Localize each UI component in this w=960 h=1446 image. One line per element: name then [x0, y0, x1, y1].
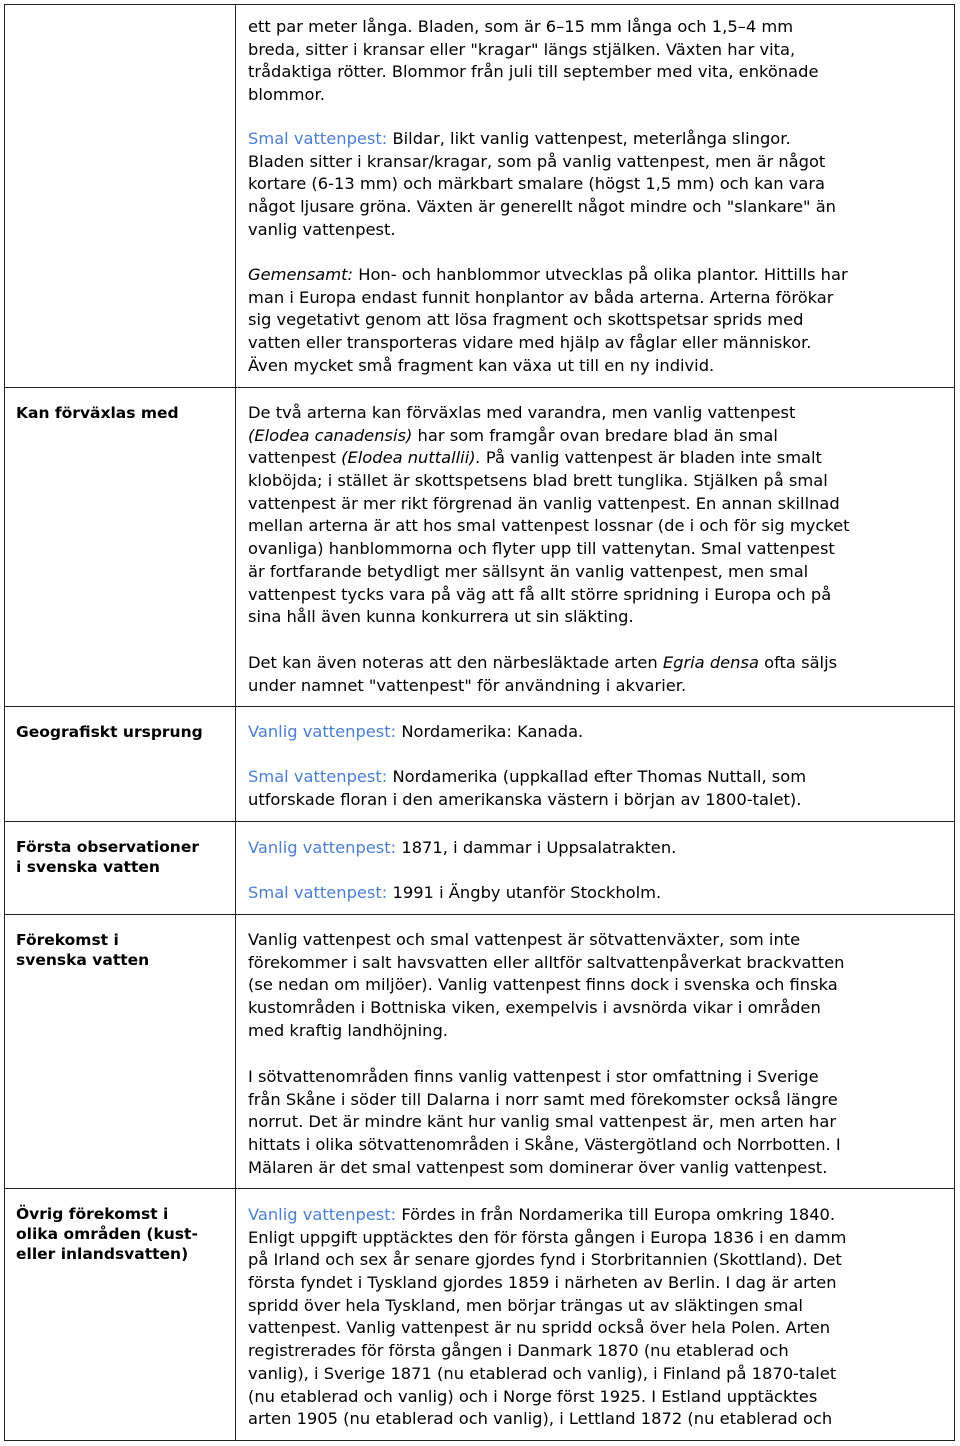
label-line: svenska vatten	[16, 951, 150, 969]
species-label: Smal vattenpest:	[248, 883, 388, 902]
text-line: mellan arterna är att hos smal vattenpest lossnar (de i och för sig mycket	[248, 516, 850, 536]
row-divider	[4, 706, 955, 707]
common-description	[248, 264, 948, 377]
label-line: Första observationer	[16, 838, 199, 856]
text-line: under namnet "vattenpest" för användning i akvarier.	[248, 675, 687, 695]
species-label: Smal vattenpest:	[248, 129, 388, 148]
label-line: olika områden (kust-	[16, 1225, 198, 1243]
species-label: Vanlig vattenpest:	[248, 838, 397, 857]
latin-name: (Elodea canadensis)	[248, 425, 413, 445]
text-line: De två arterna kan förväxlas med varandra, men vanlig vattenpest	[248, 403, 796, 422]
description-cell	[248, 16, 948, 107]
text-line: (se nedan om miljöer). Vanlig vattenpest finns dock i svenska och finska	[248, 975, 838, 995]
text-line: ovanliga) hanblommorna och flyter upp till vattenytan. Smal vattenpest	[248, 539, 835, 559]
text-line: Mälaren är det smal vattenpest som dominerar över vanlig vattenpest.	[248, 1157, 828, 1177]
text-line: spridd över hela Tyskland, men börjar trängas ut av släktingen smal	[248, 1295, 803, 1315]
text-line: vattenpest tycks vara på väg att få allt större spridning i Europa och på	[248, 584, 832, 604]
text-span: På vanlig vattenpest är bladen inte smalt	[480, 448, 822, 468]
text-span: 1991 i Ängby utanför Stockholm.	[387, 883, 662, 902]
text-line: hittats i olika sötvattenområden i Skåne, Västergötland och Norrbotten. I	[248, 1135, 841, 1155]
text-line: vanlig), i Sverige 1871 (nu etablerad och vanlig), i Finland på 1870-talet	[248, 1363, 837, 1383]
text-line: kloböjda; i stället är skottspetsens blad brett tunglika. Stjälken på smal	[248, 471, 828, 491]
text-span: ofta säljs	[758, 653, 838, 672]
text-line: vattenpest. Vanlig vattenpest är nu spridd också över hela Polen. Arten	[248, 1318, 831, 1338]
first-obs-smal	[248, 882, 948, 905]
text-span: Hon- och hanblommor utvecklas på olika plantor. Hittills har	[353, 265, 848, 284]
text-span: 1871, i dammar i Uppsalatrakten.	[396, 838, 677, 857]
text-span: Nordamerika (uppkallad efter Thomas Nuttall, som	[387, 767, 807, 786]
text-line: arten 1905 (nu etablerad och vanlig), i Lettland 1872 (nu etablerad och	[248, 1409, 833, 1429]
occurrence-p1	[248, 929, 948, 1042]
species-label: Vanlig vattenpest:	[248, 1205, 397, 1224]
species-label: Smal vattenpest:	[248, 767, 388, 786]
row-label-first-observations	[16, 837, 221, 877]
other-occurrence-cell	[248, 1204, 948, 1431]
text-line: trådaktiga rötter. Blommor från juli till september med vita, enkönade	[248, 62, 819, 82]
text-line: vanlig vattenpest.	[248, 219, 396, 239]
origin-vanlig	[248, 721, 948, 744]
text-line	[248, 1204, 948, 1227]
text-line	[248, 447, 948, 470]
occurrence-p2	[248, 1066, 948, 1179]
row-divider	[4, 1188, 955, 1189]
text-span: Fördes in från Nordamerika till Europa omkring 1840.	[396, 1205, 836, 1224]
origin-smal	[248, 766, 948, 811]
latin-name: (Elodea nuttallii).	[341, 448, 481, 468]
text-line: norrut. Det är mindre känt hur vanlig smal vattenpest är, men arten har	[248, 1112, 837, 1132]
text-line: Även mycket små fragment kan växa ut till en ny individ.	[248, 355, 715, 375]
latin-name: Egria densa	[662, 653, 759, 672]
text-line	[248, 264, 948, 287]
row-divider	[4, 821, 955, 822]
text-span: Bildar, likt vanlig vattenpest, meterlånga slingor.	[387, 129, 791, 148]
row-label-occurrence	[16, 930, 221, 970]
first-obs-vanlig	[248, 837, 948, 860]
text-line: sig vegetativt genom att lösa fragment och skottspetsar sprids med	[248, 310, 804, 330]
text-line: förekommer i salt havsvatten eller alltför saltvattenpåverkat brackvatten	[248, 952, 845, 972]
confuse-note	[248, 652, 948, 697]
text-line: med kraftig landhöjning.	[248, 1020, 448, 1040]
text-line: Vanlig vattenpest och smal vattenpest är sötvattenväxter, som inte	[248, 930, 801, 949]
text-span: har som framgår ovan bredare blad än smal	[412, 425, 778, 445]
text-line	[248, 882, 948, 905]
text-line: på Irland och sex år senare gjordes fynd i Storbritannien (Skottland). Det	[248, 1250, 842, 1270]
text-line: man i Europa endast funnit honplantor av båda arterna. Arterna förökar	[248, 287, 834, 307]
row-divider	[4, 914, 955, 915]
text-line	[248, 128, 948, 151]
text-line	[248, 837, 948, 860]
text-line: Bladen sitter i kransar/kragar, som på vanlig vattenpest, men är något	[248, 151, 826, 171]
text-line	[248, 425, 948, 448]
text-line: (nu etablerad och vanlig) och i Norge först 1925. I Estland upptäcktes	[248, 1386, 818, 1406]
text-span: Det kan även noteras att den närbesläktade arten	[248, 653, 663, 672]
text-span: vattenpest	[248, 448, 342, 468]
text-line: ett par meter långa. Bladen, som är 6–15 mm långa och 1,5–4 mm	[248, 17, 794, 36]
smal-description	[248, 128, 948, 241]
text-line: breda, sitter i kransar eller "kragar" längs stjälken. Växten har vita,	[248, 39, 796, 59]
text-line	[248, 721, 948, 744]
text-line: registrerades för första gången i Danmark 1870 (nu etablerad och	[248, 1341, 789, 1361]
text-line: blommor.	[248, 85, 325, 105]
text-line: kortare (6-13 mm) och märkbart smalare (högst 1,5 mm) och kan vara	[248, 174, 826, 194]
text-line: sina håll även kunna konkurrera ut sin släkting.	[248, 607, 634, 627]
species-label: Vanlig vattenpest:	[248, 722, 397, 741]
label-line: i svenska vatten	[16, 858, 160, 876]
row-divider	[4, 387, 955, 388]
text-line	[248, 652, 948, 675]
common-label: Gemensamt:	[248, 265, 354, 284]
text-line: är fortfarande betydligt mer sällsynt än vanlig vattenpest, men smal	[248, 561, 809, 581]
text-line: kustområden i Bottniska viken, exempelvis i avsnörda vikar i områden	[248, 998, 821, 1018]
label-line: Övrig förekomst i	[16, 1205, 169, 1223]
label-line: eller inlandsvatten)	[16, 1245, 189, 1263]
row-label-confuse: Kan förväxlas med	[16, 404, 179, 422]
text-line: från Skåne i söder till Dalarna i norr samt med förekomster också längre	[248, 1089, 838, 1109]
row-label-other-occurrence	[16, 1204, 221, 1264]
confuse-cell	[248, 402, 948, 629]
text-line: vattenpest är mer rikt förgrenad än vanlig vattenpest. En annan skillnad	[248, 493, 840, 513]
text-line: första fyndet i Tyskland gjordes 1859 i närheten av Berlin. I dag är arten	[248, 1273, 837, 1293]
text-span: Nordamerika: Kanada.	[396, 722, 584, 741]
text-line: I sötvattenområden finns vanlig vattenpest i stor omfattning i Sverige	[248, 1067, 819, 1086]
column-divider	[235, 4, 236, 1441]
text-line: Enligt uppgift upptäcktes den för första gången i Europa 1836 i en damm	[248, 1227, 847, 1247]
text-line: utforskade floran i den amerikanska västern i början av 1800-talet).	[248, 789, 802, 809]
text-line: vatten eller transporteras vidare med hjälp av fåglar eller människor.	[248, 333, 812, 353]
text-line	[248, 766, 948, 789]
label-line: Förekomst i	[16, 931, 119, 949]
text-line: något ljusare gröna. Växten är generellt något mindre och "slankare" än	[248, 197, 836, 217]
row-label-origin: Geografiskt ursprung	[16, 723, 203, 741]
